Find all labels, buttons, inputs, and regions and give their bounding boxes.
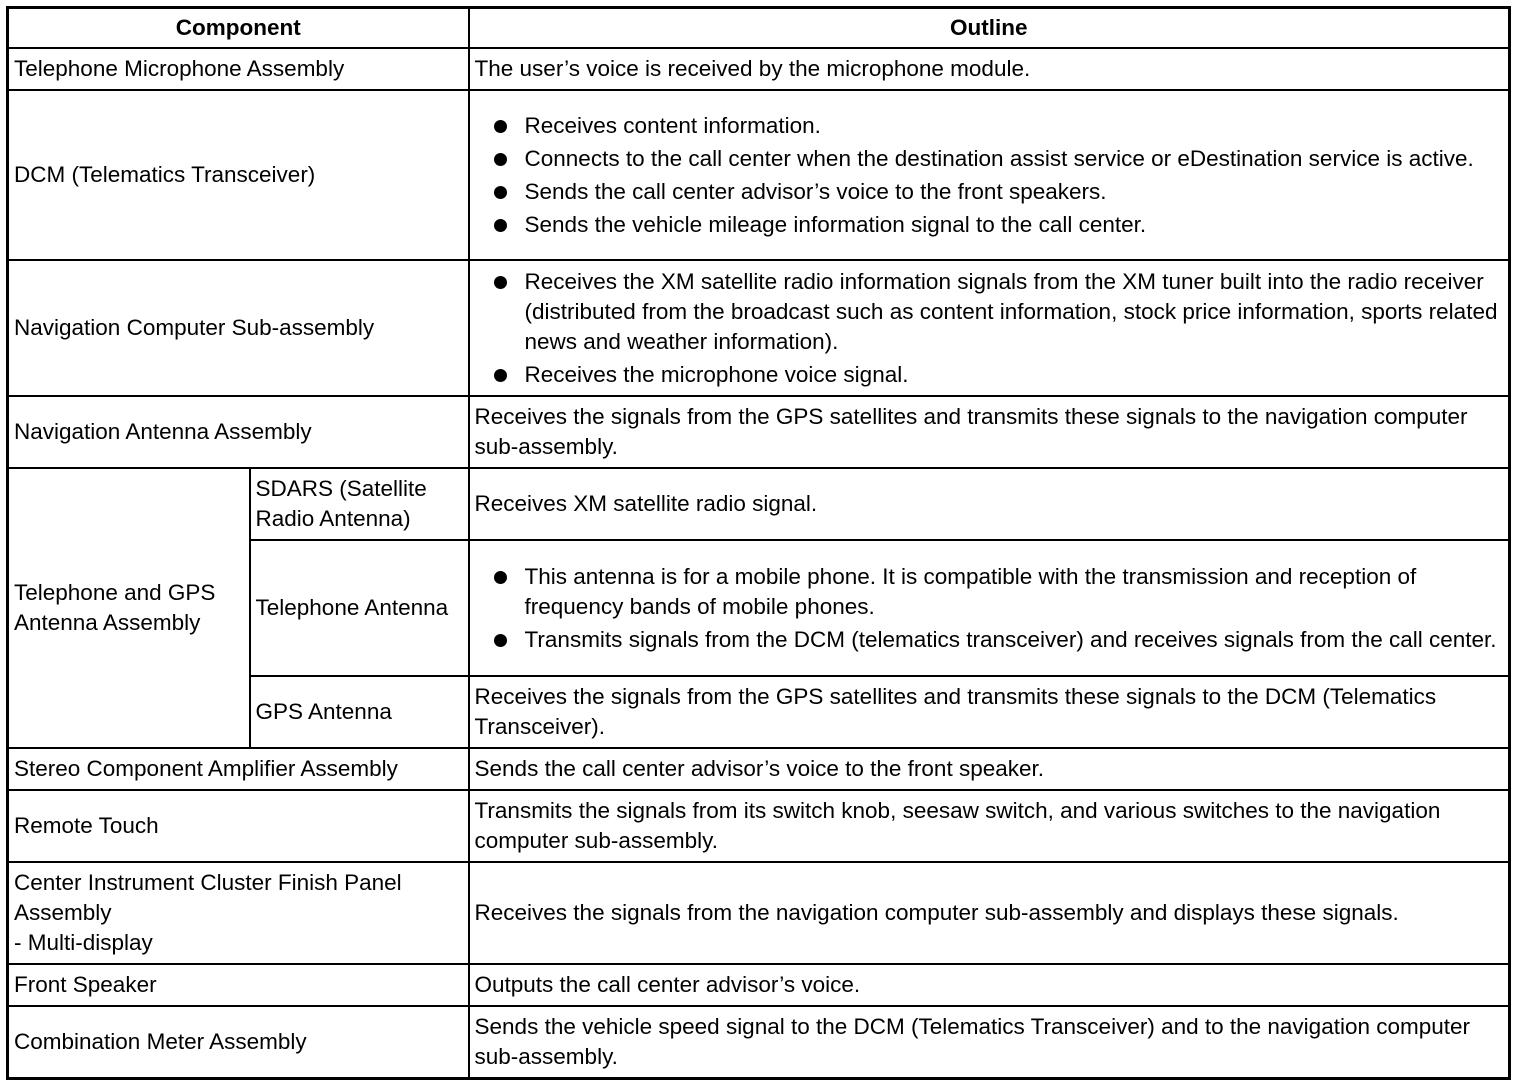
sub-component-cell: GPS Antenna (250, 676, 469, 748)
bullet-text: Sends the vehicle mileage information signal to the call center. (524, 211, 1147, 237)
table-row (8, 748, 1510, 790)
bullet-list (475, 267, 1504, 390)
component-cell: Navigation Antenna Assembly (8, 396, 469, 468)
outline-cell: Receives XM satellite radio signal. (469, 468, 1510, 540)
bullet-list (475, 111, 1504, 240)
component-outline-table (6, 6, 1511, 1080)
table-row (8, 862, 1510, 964)
table-row (8, 790, 1510, 862)
bullet-item (475, 177, 1504, 207)
outline-cell: The user’s voice is received by the microphone module. (469, 48, 1510, 90)
table-row (8, 964, 1510, 1006)
bullet-icon (494, 369, 507, 382)
bullet-item (475, 625, 1504, 655)
outline-cell (469, 90, 1510, 260)
bullet-item (475, 111, 1504, 141)
component-cell: Navigation Computer Sub-assembly (8, 260, 469, 396)
bullet-icon (494, 186, 507, 199)
outline-cell: Transmits the signals from its switch knob, seesaw switch, and various switches to the navigation computer sub-assembly. (469, 790, 1510, 862)
component-cell: DCM (Telematics Transceiver) (8, 90, 469, 260)
component-cell (8, 862, 469, 964)
bullet-icon (494, 571, 507, 584)
bullet-text: Transmits signals from the DCM (telematics transceiver) and receives signals from the call center. (524, 626, 1497, 652)
table-header-row (8, 8, 1510, 49)
bullet-text: Receives content information. (524, 112, 821, 138)
table-row (8, 1006, 1510, 1078)
bullet-list (475, 562, 1504, 655)
component-cell: Front Speaker (8, 964, 469, 1006)
table-row (8, 396, 1510, 468)
outline-cell: Receives the signals from the GPS satellites and transmits these signals to the navigation computer sub-assembly. (469, 396, 1510, 468)
header-component: Component (8, 8, 469, 49)
sub-component-cell: SDARS (Satellite Radio Antenna) (250, 468, 469, 540)
outline-cell: Sends the vehicle speed signal to the DCM (Telematics Transceiver) and to the navigation computer sub-assembly. (469, 1006, 1510, 1078)
bullet-item (475, 562, 1504, 622)
component-cell: Remote Touch (8, 790, 469, 862)
component-cell: Telephone and GPS Antenna Assembly (8, 468, 250, 748)
component-cell: Telephone Microphone Assembly (8, 48, 469, 90)
outline-cell (469, 260, 1510, 396)
outline-cell (469, 540, 1510, 676)
table-row (8, 260, 1510, 396)
bullet-icon (494, 219, 507, 232)
bullet-icon (494, 153, 507, 166)
bullet-icon (494, 276, 507, 289)
component-name: Center Instrument Cluster Finish Panel Assembly (14, 870, 402, 925)
outline-cell: Receives the signals from the navigation computer sub-assembly and displays these signals. (469, 862, 1510, 964)
bullet-item (475, 267, 1504, 357)
outline-cell: Receives the signals from the GPS satellites and transmits these signals to the DCM (Telematics Transceiver). (469, 676, 1510, 748)
bullet-text: Receives the XM satellite radio information signals from the XM tuner built into the radio receiver (distributed from the broadcast such as content information, stock price information, sports related news and weather information). (524, 268, 1498, 354)
bullet-item (475, 360, 1504, 390)
component-cell: Combination Meter Assembly (8, 1006, 469, 1078)
sub-component-cell: Telephone Antenna (250, 540, 469, 676)
outline-cell: Sends the call center advisor’s voice to the front speaker. (469, 748, 1510, 790)
bullet-text: This antenna is for a mobile phone. It is compatible with the transmission and reception of frequency bands of mobile phones. (524, 563, 1417, 619)
table-row (8, 90, 1510, 260)
bullet-item (475, 210, 1504, 240)
component-subtitle: - Multi-display (14, 930, 153, 955)
bullet-text: Sends the call center advisor’s voice to the front speakers. (524, 178, 1107, 204)
outline-cell: Outputs the call center advisor’s voice. (469, 964, 1510, 1006)
component-cell: Stereo Component Amplifier Assembly (8, 748, 469, 790)
table-row (8, 48, 1510, 90)
table-row (8, 468, 1510, 540)
bullet-icon (494, 120, 507, 133)
bullet-text: Receives the microphone voice signal. (524, 361, 909, 387)
header-outline: Outline (469, 8, 1510, 49)
bullet-icon (494, 634, 507, 647)
bullet-item (475, 144, 1504, 174)
bullet-text: Connects to the call center when the destination assist service or eDestination service is active. (524, 145, 1474, 171)
